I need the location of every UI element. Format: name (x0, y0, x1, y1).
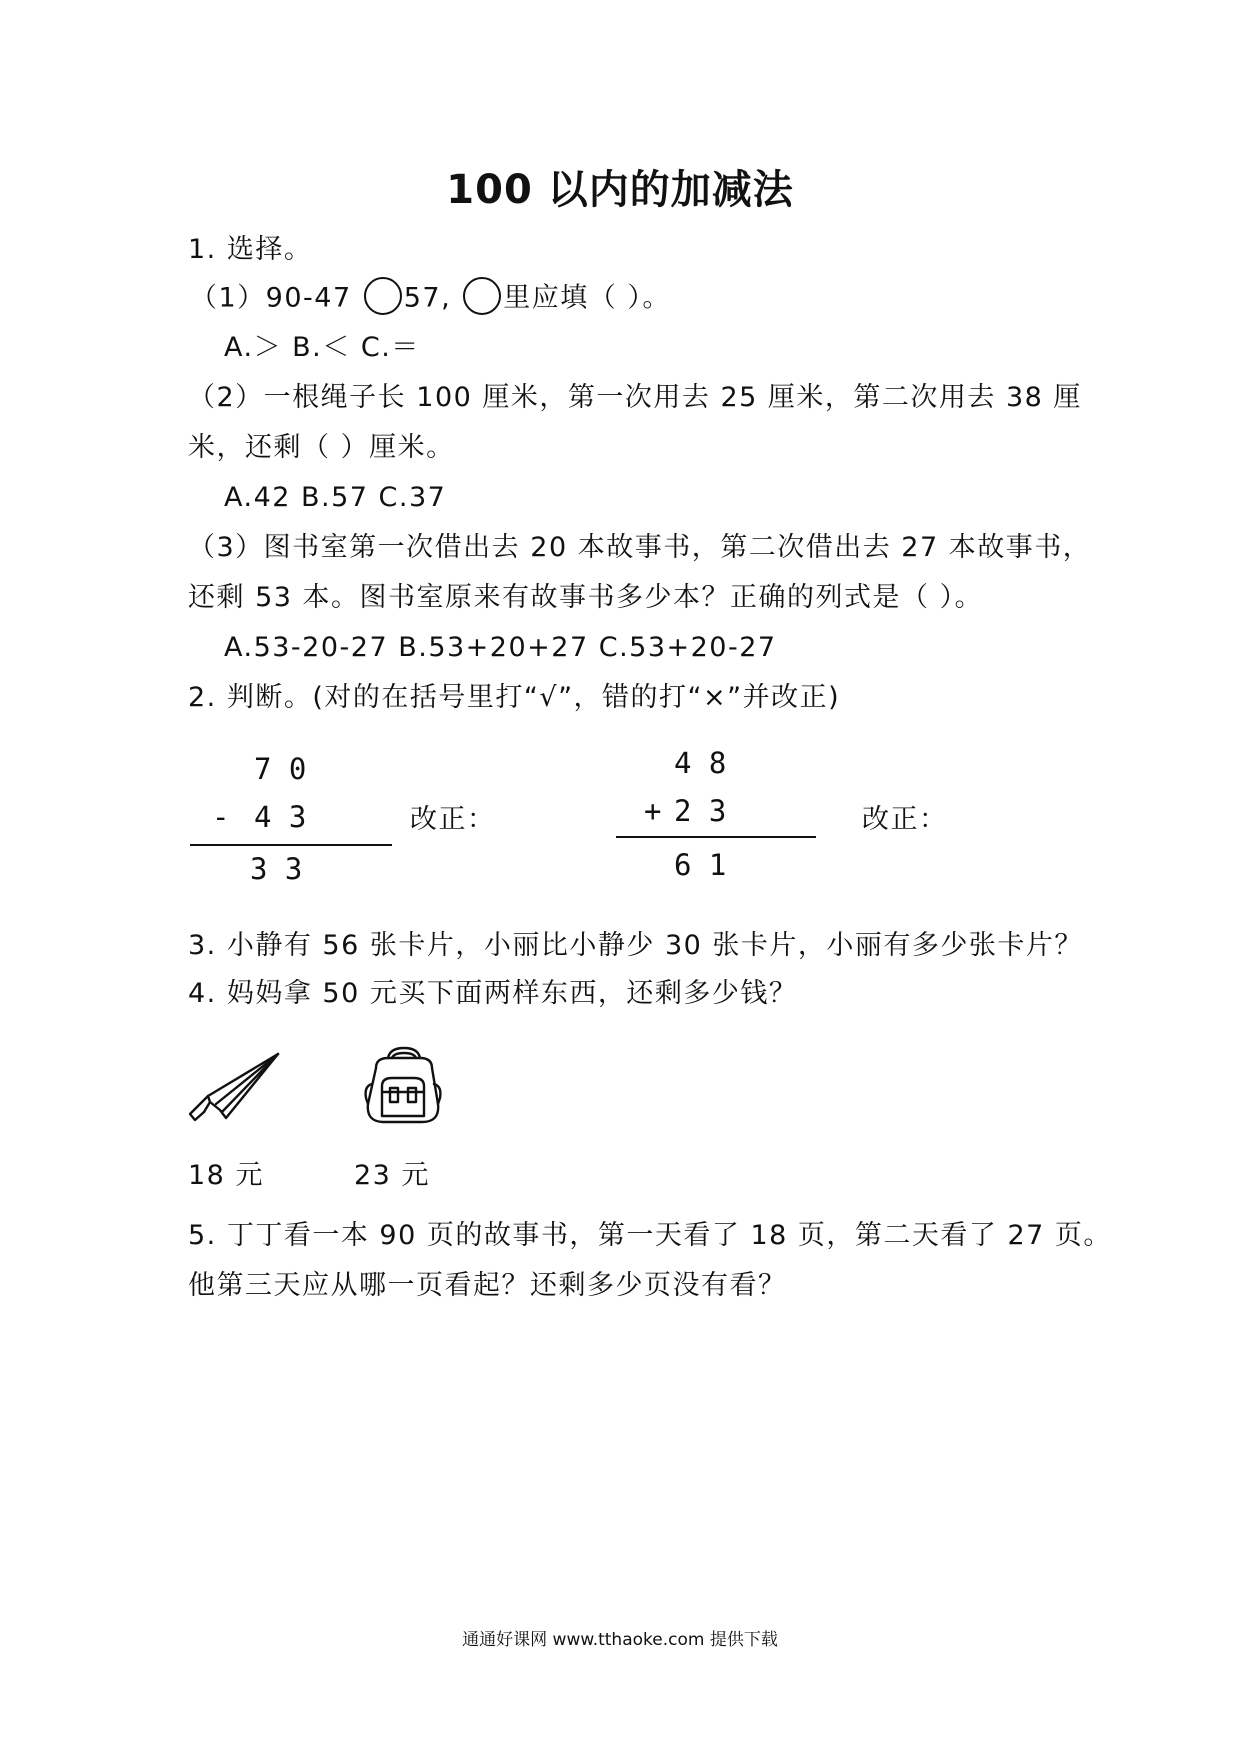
calc2-second-number: 2 3 (674, 794, 727, 828)
q1-part1 (190, 280, 671, 318)
blank-circle (364, 277, 402, 315)
q1-part3-line1: （3）图书室第一次借出去 20 本故事书，第二次借出去 27 本故事书， (188, 532, 1092, 563)
backpack-price: 23 元 (354, 1160, 430, 1191)
backpack-icon (362, 1046, 444, 1126)
q1-part1-mid: 57, (403, 282, 452, 314)
calc2-fix-label: 改正： (862, 804, 948, 835)
umbrella-icon (186, 1050, 282, 1128)
q1-heading: 1. 选择。 (188, 234, 313, 265)
q1-part2-line1: （2）一根绳子长 100 厘米，第一次用去 25 厘米，第二次用去 38 厘 (188, 382, 1082, 413)
calc2-result-line (616, 836, 816, 838)
umbrella-price: 18 元 (188, 1160, 264, 1191)
q1-part2-line2: 米，还剩（ ）厘米。 (188, 432, 455, 463)
q1-part3-line2: 还剩 53 本。图书室原来有故事书多少本？正确的列式是（ ）。 (188, 582, 984, 613)
q1-part3-options: A.53-20-27 B.53+20+27 C.53+20-27 (224, 632, 777, 663)
blank-circle (463, 277, 501, 315)
calc2-operator: + (644, 794, 662, 828)
calc1-top-number: 7 0 (254, 752, 307, 786)
calc1-result-line (190, 844, 392, 846)
calc1-fix-label: 改正： (410, 804, 496, 835)
q5-line2: 他第三天应从哪一页看起？还剩多少页没有看？ (188, 1270, 787, 1301)
page-title: 100 以内的加减法 (446, 167, 794, 213)
q3-text: 3. 小静有 56 张卡片，小丽比小静少 30 张卡片，小丽有多少张卡片？ (188, 930, 1083, 961)
q2-heading: 2. 判断。(对的在括号里打“√”，错的打“×”并改正) (188, 682, 841, 713)
footer-credit: 通通好课网 www.tthaoke.com 提供下载 (462, 1630, 778, 1650)
calc2-top-number: 4 8 (674, 746, 727, 780)
calc2-result: 6 1 (674, 848, 727, 882)
q1-part2-options: A.42 B.57 C.37 (224, 482, 447, 513)
calc1-second-number: 4 3 (254, 800, 307, 834)
q1-part1-suffix: 里应填（ ）。 (503, 282, 671, 314)
calc1-result: 3 3 (250, 852, 303, 886)
q4-text: 4. 妈妈拿 50 元买下面两样东西，还剩多少钱？ (188, 978, 798, 1009)
q5-line1: 5. 丁丁看一本 90 页的故事书，第一天看了 18 页，第二天看了 27 页。 (188, 1220, 1112, 1251)
calc1-operator: - (212, 800, 230, 834)
q1-part1-options: A.＞ B.＜ C.＝ (224, 332, 420, 363)
q1-part1-prefix: （1）90-47 (190, 282, 352, 314)
